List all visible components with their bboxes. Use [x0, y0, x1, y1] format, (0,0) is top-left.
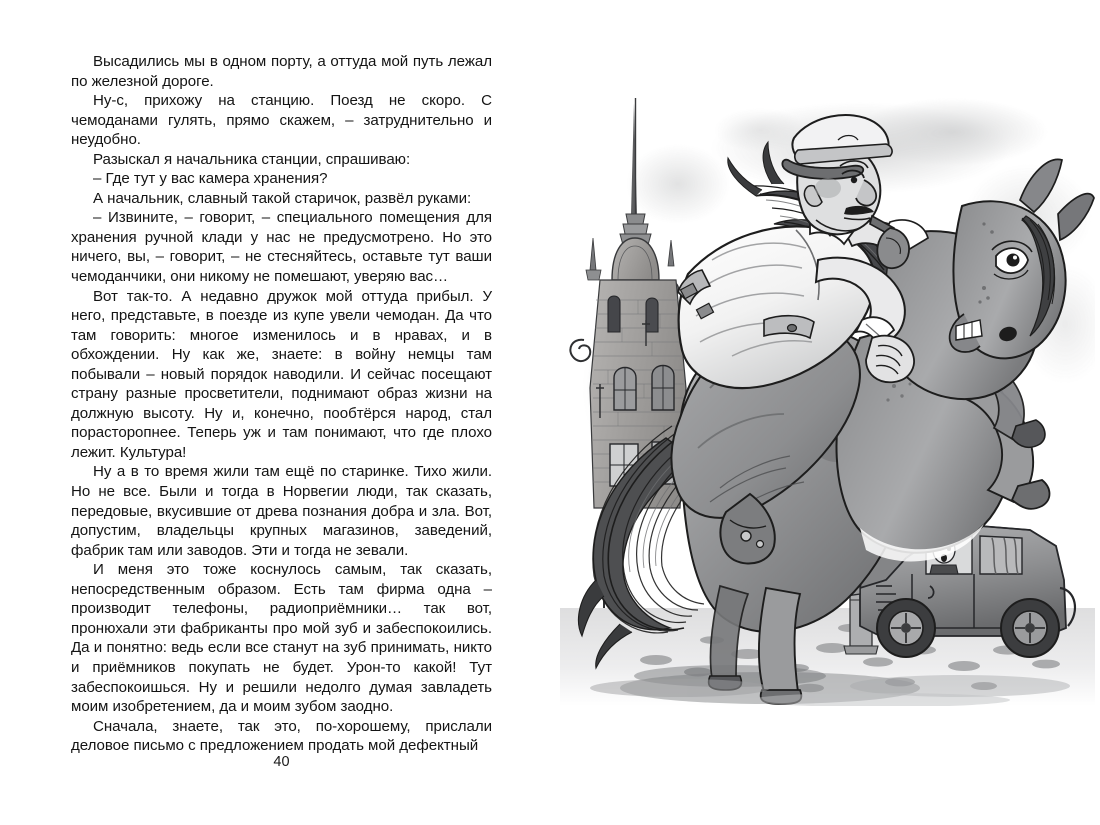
paragraph-dialogue: – Извините, – говорит, – специального помещения для хранения ручной клади у нас не предусмотрено. Но это ничего, вы, – говорит, – не стесняйтесь, оставьте тут ваши чемоданчики, они никому не помешают, уверяю вас… — [71, 209, 492, 286]
driver-shoulders — [930, 565, 958, 574]
right-page — [550, 0, 1100, 825]
horse-hind-leg — [759, 588, 800, 692]
boot-stud — [741, 531, 751, 541]
paragraph-dialogue: – Где тут у вас камера хранения? — [93, 170, 328, 188]
arched-window — [608, 296, 620, 332]
illustration — [560, 88, 1095, 706]
arched-window — [646, 298, 658, 332]
tunic-button — [788, 325, 797, 332]
body-text-column — [71, 52, 492, 756]
page-number: 40 — [273, 754, 290, 770]
paragraph: Разыскал я начальника станции, спрашиваю: — [93, 150, 411, 168]
paragraph: Ну а в то время жили там ещё по старинке. Тихо жили. Но не все. Были и тогда в Норвегии люди, так сказать, передовые, вкусившие от древа познания добра и зла. Вот, допустим, владельцы крупных магазинов, заведений, фабрик там или заводов. Эти и тогда не зевали. — [71, 463, 492, 559]
paragraph: А начальник, славный такой старичок, развёл руками: — [93, 189, 472, 207]
illustration-artwork — [560, 88, 1095, 706]
paragraph: И меня это тоже коснулось самым, так сказать, непосредственным образом. Есть там фирма одна – производит телефоны, радиоприёмники… так вот, пронюхали эти фабриканты про мой зуб и забеспокоились. Да и понятно: ведь если все станут на зуб принимать, никто и приёмников покупать не будет. Урон-то какой! Тут забеспокоишься. Ну и решили недолго думая завладеть моим изобретением, да и моим зубом заодно. — [71, 561, 492, 716]
paragraph: Высадились мы в одном порту, а оттуда мой путь лежал по железной дороге. — [71, 53, 492, 90]
car-front-wheel — [877, 599, 935, 657]
paragraph: Ну-с, прихожу на станцию. Поезд не скоро. С чемоданами гулять, прямо скажем, – затруднительно и неудобно. — [71, 92, 492, 149]
car-rear-wheel — [1001, 599, 1059, 657]
paragraph: Вот так-то. А недавно дружок мой оттуда прибыл. У него, представьте, в поезде из купе увели чемодан. Да что там говорить: многое изменилось и в нравах, и в обхождении. Ну как же, знаете: в войну немцы там побывали – новый порядок наводили. И сейчас посещают страну разные просветители, поднимают образ жизни на должную высоту. Ну и, конечно, пообтёрся народ, стал порасторопнее. Теперь уж и там понимают, что где плохо лежит. Культура! — [71, 287, 492, 461]
paragraph: Сначала, знаете, так это, по-хорошему, прислали деловое письмо с предложением продать мой дефектный — [71, 717, 492, 755]
